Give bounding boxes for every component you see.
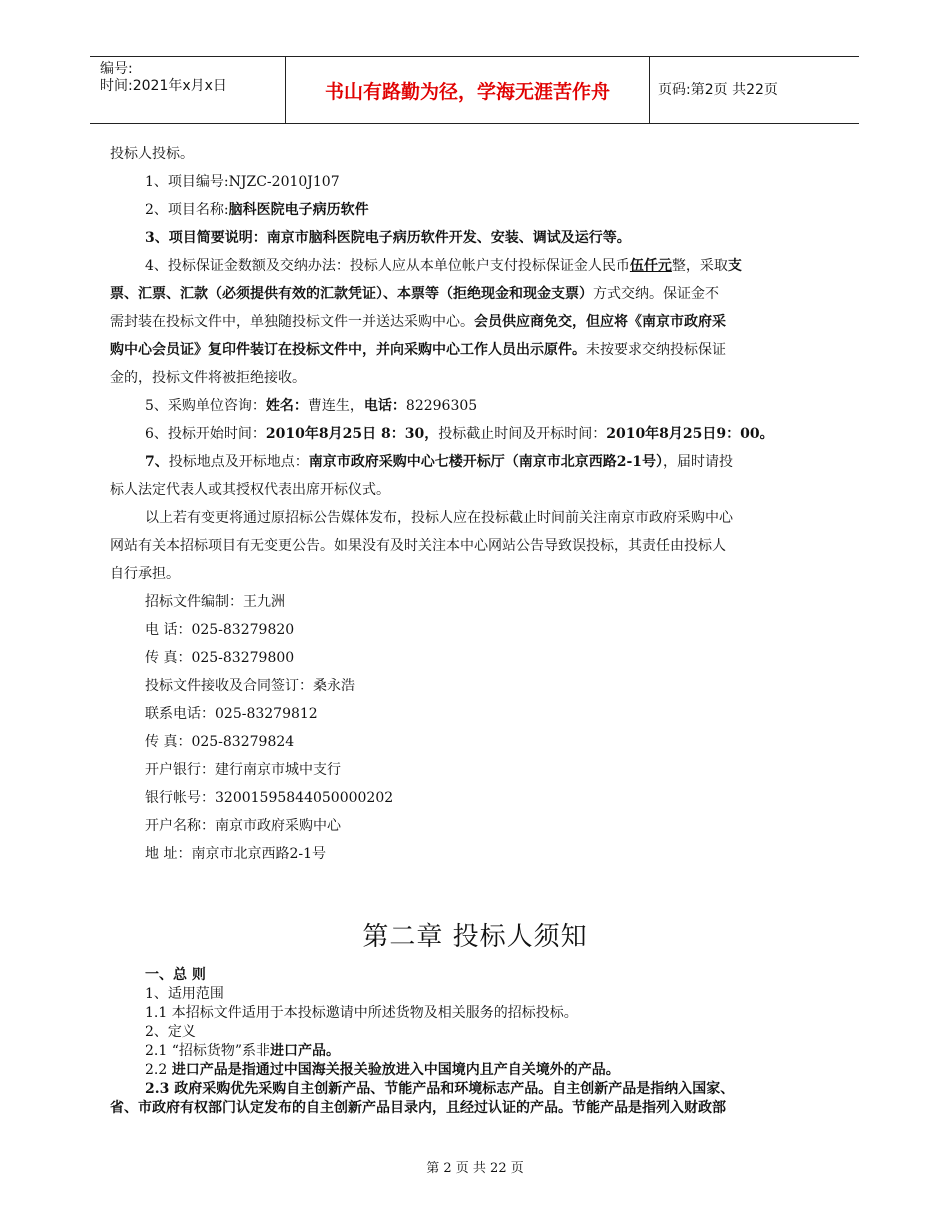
- project-name-label: 2、项目名称:: [145, 202, 229, 218]
- info-line: 传 真：025-83279800: [145, 650, 295, 666]
- page-footer: 第 2 页 共 22 页: [426, 1161, 524, 1176]
- header-divider: [649, 57, 650, 123]
- section-text: 进口产品。: [270, 1043, 341, 1059]
- deposit-line: 金的，投标文件将被拒绝接收。: [110, 370, 306, 386]
- info-line: 电 话：025-83279820: [145, 622, 295, 638]
- chapter-title: 第二章 投标人须知: [362, 922, 588, 952]
- deposit-line: [110, 308, 726, 336]
- section-line: 1.1 本招标文件适用于本投标邀请中所述货物及相关服务的招标投标。: [145, 1005, 578, 1021]
- deposit-amount: 伍仟元: [629, 258, 672, 274]
- body-line: 自行承担。: [110, 566, 180, 582]
- section-text: 2.1 “招标货物”系非: [145, 1043, 271, 1059]
- bid-location-line: [145, 448, 733, 476]
- info-line: 招标文件编制：王九洲: [145, 594, 285, 610]
- contact-name: 曹连生，: [307, 398, 364, 414]
- deposit-text: 4、投标保证金数额及交纳办法：投标人应从本单位帐户支付投标保证金人民币: [145, 258, 630, 274]
- contact-label: 电话：: [363, 398, 406, 414]
- info-line: 传 真：025-83279824: [145, 734, 295, 750]
- bid-location-label: 7、: [145, 454, 169, 470]
- info-line: 地 址：南京市北京西路2-1号: [145, 846, 326, 862]
- body-line: 投标人投标。: [110, 146, 194, 162]
- contact-line: [145, 392, 477, 420]
- deposit-text: 需封装在投标文件中，单独随投标文件一并送达采购中心。: [110, 314, 474, 330]
- body-line: 标人法定代表人或其授权代表出席开标仪式。: [110, 482, 390, 498]
- info-line: 开户名称：南京市政府采购中心: [145, 818, 341, 834]
- section-line: 2.3 政府采购优先采购自主创新产品、节能产品和环境标志产品。自主创新产品是指纳入国家、: [145, 1081, 735, 1097]
- bid-time-label: 6、投标开始时间：: [145, 426, 266, 442]
- bid-start-time: 2010年8月25日 8：30，: [265, 426, 439, 442]
- body-line: 以上若有变更将通过原招标公告媒体发布，投标人应在投标截止时间前关注南京市政府采购中心: [145, 510, 733, 526]
- project-name: [145, 196, 369, 224]
- info-line: 投标文件接收及合同签订：桑永浩: [145, 678, 355, 694]
- member-exemption: 会员供应商免交，但应将《南京市政府采: [474, 314, 726, 330]
- contact-label: 5、采购单位咨询：: [145, 398, 266, 414]
- info-line: 银行帐号：32001595844050000202: [145, 790, 394, 806]
- bid-location-text: ，届时请投: [663, 454, 734, 470]
- bid-time-line: [145, 420, 774, 448]
- header-meta: [100, 61, 227, 95]
- deposit-methods: 票、汇票、汇款（必须提供有效的汇款凭证）、本票等（拒绝现金和现金支票）: [110, 286, 593, 302]
- contact-phone: 82296305: [405, 398, 478, 414]
- deposit-text: 方式交纳。保证金不: [593, 286, 719, 302]
- bid-location-label: 投标地点及开标地点：: [168, 454, 309, 470]
- deposit-line: [145, 252, 742, 280]
- header-page-info: 页码:第2页 共22页: [658, 82, 778, 98]
- info-line: 联系电话：025-83279812: [145, 706, 318, 722]
- section-text: 进口产品是指通过中国海关报关验放进入中国境内且产自关境外的产品。: [171, 1062, 620, 1078]
- deposit-text: 未按要求交纳投标保证: [586, 342, 726, 358]
- section-line: 1、适用范围: [145, 986, 224, 1002]
- member-exemption: 购中心会员证》复印件装订在投标文件中，并向采购中心工作人员出示原件。: [110, 342, 586, 358]
- deposit-text: 支: [727, 258, 742, 274]
- body-line: 网站有关本招标项目有无变更公告。如果没有及时关注本中心网站公告导致误投标，其责任由投标人: [110, 538, 726, 554]
- deposit-line: [110, 280, 719, 308]
- contact-label: 姓名：: [265, 398, 308, 414]
- section-line: [145, 1061, 620, 1080]
- project-description: 3、项目简要说明：南京市脑科医院电子病历软件开发、安装、调试及运行等。: [145, 230, 631, 246]
- header-time-label: 时间:2021年x月x日: [100, 78, 227, 94]
- deposit-text: 整，采取: [671, 258, 728, 274]
- deposit-line: [110, 336, 726, 364]
- project-name-value: 脑科医院电子病历软件: [228, 202, 369, 218]
- section-line: 2、定义: [145, 1024, 196, 1040]
- info-line: 开户银行：建行南京市城中支行: [145, 762, 341, 778]
- bid-time-label: 投标截止时间及开标时间：: [438, 426, 607, 442]
- page-header: [90, 56, 859, 124]
- section-line: 省、市政府有权部门认定发布的自主创新产品目录内，且经过认证的产品。节能产品是指列入财政部: [110, 1100, 726, 1116]
- header-motto: 书山有路勤为径，学海无涯苦作舟: [324, 81, 610, 103]
- header-number-label: 编号:: [100, 61, 133, 77]
- section-line: [145, 1042, 340, 1061]
- section-heading: 一、总 则: [145, 967, 206, 983]
- project-number: 1、项目编号:NJZC-2010J107: [145, 174, 340, 190]
- bid-location: 南京市政府采购中心七楼开标厅（南京市北京西路2-1号）: [308, 454, 664, 470]
- section-text: 2.2: [145, 1062, 172, 1078]
- bid-deadline: 2010年8月25日9：00。: [606, 426, 774, 442]
